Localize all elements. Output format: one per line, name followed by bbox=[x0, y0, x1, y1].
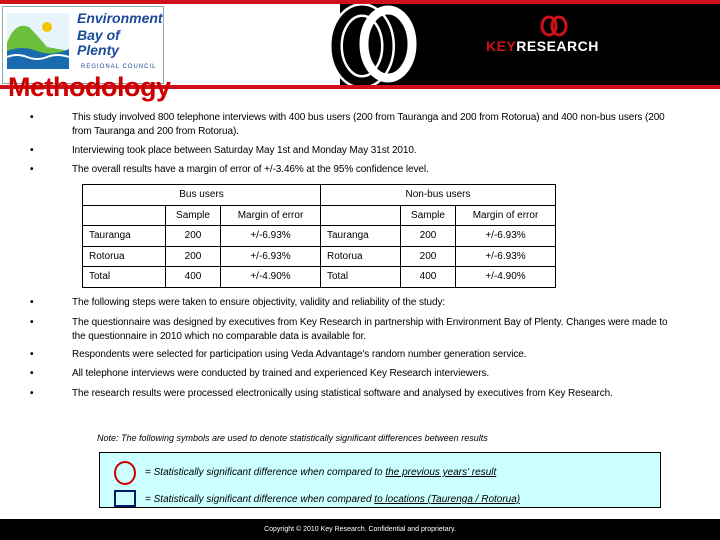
cell: +/-6.93% bbox=[221, 226, 321, 247]
cell: 200 bbox=[401, 246, 456, 267]
ebop-line-1: Environment bbox=[77, 10, 163, 26]
bullet-text: The overall results have a margin of error of +/-3.46% at the 95% confidence level. bbox=[72, 164, 429, 175]
table-row bbox=[83, 267, 556, 288]
cell: 200 bbox=[166, 226, 221, 247]
key-research-wordmark: KEYRESEARCH bbox=[486, 38, 599, 54]
cell: Rotorua bbox=[83, 246, 166, 267]
group-header-nonbus: Non-bus users bbox=[321, 185, 556, 206]
col-header-margin: Margin of error bbox=[221, 205, 321, 226]
cell: Rotorua bbox=[321, 246, 401, 267]
bullet-text: All telephone interviews were conducted by trained and experienced Key Research interviewers. bbox=[72, 368, 490, 379]
blue-square-icon bbox=[114, 490, 136, 507]
cell: Total bbox=[321, 267, 401, 288]
cell: +/-6.93% bbox=[456, 226, 556, 247]
table-row bbox=[83, 226, 556, 247]
legend-circle-text: = Statistically significant difference when compared to the previous years' result bbox=[145, 467, 497, 478]
bullet-text: The research results were processed electronically using statistical software and analysed by executives from Key Research. bbox=[72, 388, 613, 399]
cell: Total bbox=[83, 267, 166, 288]
key-research-rings-icon bbox=[330, 4, 420, 86]
bullet-text: The questionnaire was designed by executives from Key Research in partnership with Environment Bay of Plenty. Changes were made to the questionnaire in 2010 which no comparable data is available for. bbox=[72, 317, 668, 342]
bullet: • bbox=[30, 349, 34, 360]
cell: 200 bbox=[401, 226, 456, 247]
bullet: • bbox=[30, 297, 34, 308]
sample-table bbox=[82, 184, 556, 288]
bullet: • bbox=[30, 145, 34, 156]
bullet: • bbox=[30, 388, 34, 399]
bullet: • bbox=[30, 164, 34, 175]
table-row bbox=[83, 246, 556, 267]
symbols-legend bbox=[99, 452, 661, 508]
bullet: • bbox=[30, 317, 34, 328]
bullet-text: Interviewing took place between Saturday May 1st and Monday May 31st 2010. bbox=[72, 145, 417, 156]
cell: 200 bbox=[166, 246, 221, 267]
cell: +/-4.90% bbox=[221, 267, 321, 288]
legend-square-text: = Statistically significant difference when compared to locations (Taurenga / Rotorua) bbox=[145, 494, 521, 505]
group-header-bus: Bus users bbox=[83, 185, 321, 206]
cell: 400 bbox=[166, 267, 221, 288]
footer-copyright: Copyright © 2010 Key Research. Confidential and proprietary. bbox=[0, 519, 720, 540]
cell: 400 bbox=[401, 267, 456, 288]
cell: +/-6.93% bbox=[456, 246, 556, 267]
ebop-line-2: Bay of Plenty bbox=[77, 27, 120, 58]
bullet: • bbox=[30, 368, 34, 379]
ebop-line-3: REGIONAL COUNCIL bbox=[81, 64, 157, 70]
cell: Tauranga bbox=[321, 226, 401, 247]
bullet-text: This study involved 800 telephone interviews with 400 bus users (200 from Tauranga and 200 from Rotorua) and 400 non-bus users (200 from Tauranga and 200 from Rotorua). bbox=[72, 112, 665, 137]
bullet: • bbox=[30, 112, 34, 123]
cell: Tauranga bbox=[83, 226, 166, 247]
bullet-text: Respondents were selected for participation using Veda Advantage's random number generation service. bbox=[72, 349, 527, 360]
col-header-margin: Margin of error bbox=[456, 205, 556, 226]
red-circle-icon bbox=[114, 461, 136, 485]
cell: +/-6.93% bbox=[221, 246, 321, 267]
cell: +/-4.90% bbox=[456, 267, 556, 288]
bullet-text: The following steps were taken to ensure objectivity, validity and reliability of the study: bbox=[72, 297, 446, 308]
symbols-note: Note: The following symbols are used to denote statistically significant differences between results bbox=[97, 433, 488, 443]
col-header-sample: Sample bbox=[401, 205, 456, 226]
page-title: Methodology bbox=[8, 72, 171, 102]
ebop-emblem-icon bbox=[7, 13, 69, 69]
col-header-sample: Sample bbox=[166, 205, 221, 226]
